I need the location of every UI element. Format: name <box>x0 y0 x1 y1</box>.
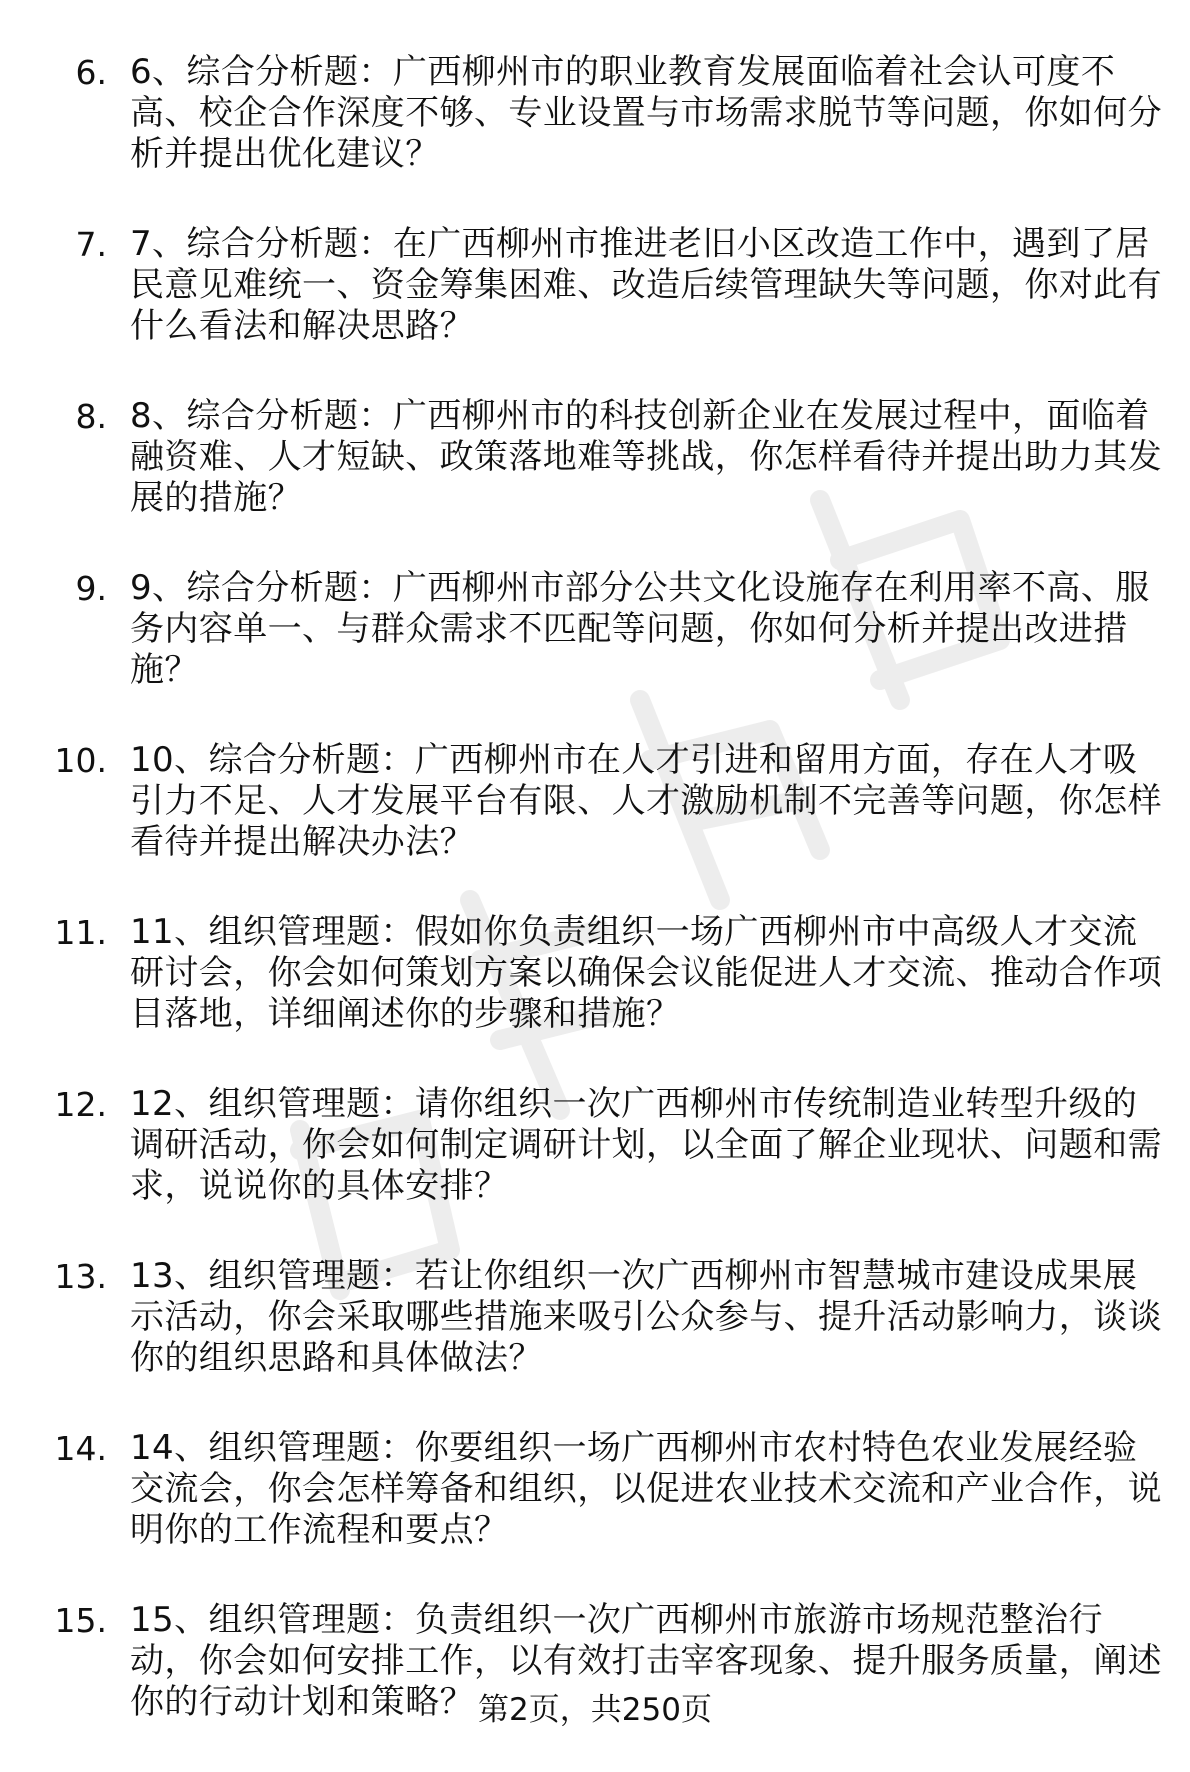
page-number: 第2页，共250页 <box>478 1692 712 1728</box>
question-item <box>0 740 1190 912</box>
question-text: 13、组织管理题：若让你组织一次广西柳州市智慧城市建设成果展示活动，你会采取哪些措施来吸引公众参与、提升活动影响力，谈谈你的组织思路和具体做法？ <box>130 1256 1162 1378</box>
question-number: 6. <box>75 53 107 92</box>
question-text: 15、组织管理题：负责组织一次广西柳州市旅游市场规范整治行动，你会如何安排工作，以有效打击宰客现象、提升服务质量，阐述你的行动计划和策略？ <box>130 1600 1162 1722</box>
question-item <box>0 568 1190 740</box>
question-item <box>0 224 1190 396</box>
question-item <box>0 912 1190 1084</box>
question-text: 10、综合分析题：广西柳州市在人才引进和留用方面，存在人才吸引力不足、人才发展平台有限、人才激励机制不完善等问题，你怎样看待并提出解决办法？ <box>130 740 1162 862</box>
question-text: 9、综合分析题：广西柳州市部分公共文化设施存在利用率不高、服务内容单一、与群众需求不匹配等问题，你如何分析并提出改进措施？ <box>130 568 1150 690</box>
question-number: 11. <box>54 913 107 952</box>
question-number: 7. <box>75 225 107 264</box>
question-text: 14、组织管理题：你要组织一场广西柳州市农村特色农业发展经验交流会，你会怎样筹备和组织，以促进农业技术交流和产业合作，说明你的工作流程和要点？ <box>130 1428 1162 1550</box>
question-text: 11、组织管理题：假如你负责组织一场广西柳州市中高级人才交流研讨会，你会如何策划方案以确保会议能促进人才交流、推动合作项目落地，详细阐述你的步骤和措施？ <box>130 912 1162 1034</box>
question-item <box>0 1256 1190 1428</box>
question-item <box>0 1084 1190 1256</box>
question-list <box>0 52 1190 1772</box>
question-number: 13. <box>54 1257 107 1296</box>
question-item <box>0 396 1190 568</box>
question-number: 14. <box>54 1429 107 1468</box>
question-item <box>0 1428 1190 1600</box>
question-item <box>0 1600 1190 1772</box>
question-number: 12. <box>54 1085 107 1124</box>
question-text: 7、综合分析题：在广西柳州市推进老旧小区改造工作中，遇到了居民意见难统一、资金筹集困难、改造后续管理缺失等问题，你对此有什么看法和解决思路？ <box>130 224 1162 346</box>
question-text: 12、组织管理题：请你组织一次广西柳州市传统制造业转型升级的调研活动，你会如何制定调研计划，以全面了解企业现状、问题和需求，说说你的具体安排？ <box>130 1084 1162 1206</box>
question-number: 15. <box>54 1601 107 1640</box>
question-number: 10. <box>54 741 107 780</box>
question-text: 8、综合分析题：广西柳州市的科技创新企业在发展过程中，面临着融资难、人才短缺、政策落地难等挑战，你怎样看待并提出助力其发展的措施？ <box>130 396 1162 518</box>
question-text: 6、综合分析题：广西柳州市的职业教育发展面临着社会认可度不高、校企合作深度不够、专业设置与市场需求脱节等问题，你如何分析并提出优化建议？ <box>130 52 1162 174</box>
question-item <box>0 52 1190 224</box>
question-number: 8. <box>75 397 107 436</box>
question-number: 9. <box>75 569 107 608</box>
